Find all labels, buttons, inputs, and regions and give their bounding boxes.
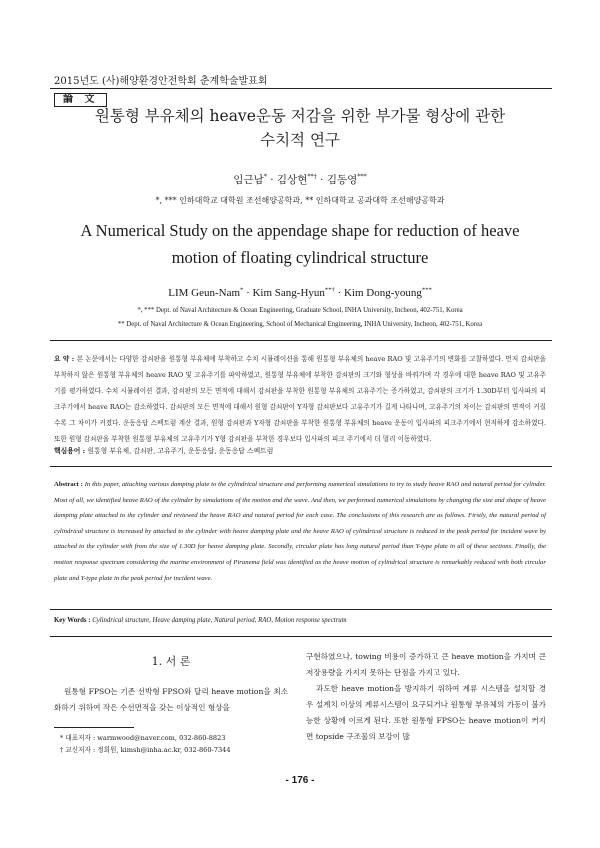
author-3-mark: *** xyxy=(421,286,432,294)
korean-abstract-label: 요 약 : xyxy=(54,355,77,363)
body-right-paragraph-1: 구현하였으나, towing 비용이 증가하고 큰 heave motion을 가지며 큰 저장용량을 가지지 못하는 단점을 가지고 있다. xyxy=(306,652,546,677)
author-sep: · xyxy=(316,174,327,186)
footnote-corresponding: † 교신저자 : 정회원, kimsh@inha.ac.kr, 032-860-7344 xyxy=(60,746,231,754)
english-authors xyxy=(40,287,560,299)
paper-type-tag: 論 文 xyxy=(54,93,107,107)
author-2: Kim Sang-Hyun xyxy=(252,287,325,299)
english-abstract-text: In this paper, attaching various damping plate to the cylindrical structure and performing numerical simulations to try to study heave RAO and natural period for cylinder. Most of all, we identified heave RAO of the cylinder by simulations of the motion and the wave. And then, we performed numerical simulations by changing the size and shape of heave damping plate attached to the cylinder and reviewed the heave RAO and natural period for each case. The conclusions of this research are as follows. Firstly, the natural period of cylindrical structure is increased by attached to the cylinder with heave damping plate and the heave RAO of cylindrical structure is reduced in the peak period for incident wave by attached to the cylinder with from the size of 1.30D for heave damping plate. Secondly, circular plate has long natural period than Y-type plate in all of these sections. Finally, the motion response spectrum considering the marine environment of Piranema field was identified as the heave motion of cylindrical structure is remarkably reduced with both circular plate and Y-type plate in the peak period for incident wave. xyxy=(54,481,546,582)
keywords-rule xyxy=(50,636,552,637)
korean-title-line1: 원통형 부유체의 heave운동 저감을 위한 부가물 형상에 관한 xyxy=(94,107,506,125)
footnote-author: * 대표저자 : warmwood@naver.com, 032-860-8823 xyxy=(60,734,226,742)
english-title-line2: motion of floating cylindrical structure xyxy=(171,248,429,267)
page-number: - 176 - xyxy=(285,775,315,786)
author-1: 임근남 xyxy=(233,174,264,186)
author-sep: · xyxy=(266,174,277,186)
english-affiliation-1: *, *** Dept. of Naval Architecture & Ocean Engineering, Graduate School, INHA University, Incheon, 402-751, Korea xyxy=(137,307,463,314)
korean-abstract-text: 본 논문에서는 다양한 감쇠판을 원통형 부유체에 부착하고 수치 시뮬레이션을 통해 원통형 부유체의 heave RAO 및 고유주기의 변화를 고찰하였다. 먼저 감쇠판을 부착하지 않은 원통형 부유체의 heave RAO 및 고유주기를 파악하였고, 원통형 부유체에 부착한 감쇠판의 크기와 형상을 바꿔가며 각 경우에 대한 heave RAO 및 고유주기를 평가하였다. 수치 시뮬레이션 결과, 감쇠판의 모든 면적에 대해서 감쇠판을 부착한 원통형 부유체의 고유주기는 증가하였고, 감쇠판의 크기가 1.30D부터 입사파의 피크주기에서 heave RAO는 감소하였다. 감쇠판의 모든 면적에 대해서 원형 감쇠판이 Y자형 감쇠판보다 고유주기가 길게 나타나며, 고유주기의 차이는 감쇠판의 면적이 커질수록 그 차이가 커졌다. 운동응답 스펙트럼 계산 결과, 원형 감쇠판과 Y자형 감쇠판을 부착한 원통형 부유체의 heave 운동이 입사파의 피크주기에서 현저하게 감소하였다. 또한 원형 감쇠판을 부착한 원통형 부유체의 고유주기가 Y형 감쇠판을 부착한 경우보다 입사파의 피크 주기에서 더 멀리 이동하였다. xyxy=(54,355,546,443)
english-abstract-label: Abstract : xyxy=(54,481,85,488)
english-keywords xyxy=(54,617,347,624)
author-3-mark: *** xyxy=(357,173,367,181)
author-3: 김동영 xyxy=(326,174,358,186)
korean-abstract xyxy=(54,351,546,447)
abstract-bottom-rule xyxy=(50,609,552,610)
author-2-mark: **† xyxy=(324,286,335,294)
conference-name: 2015년도 (사)해양환경안전학회 춘계학술발표회 xyxy=(54,76,268,87)
body-right-column xyxy=(306,649,546,745)
abstract-top-rule xyxy=(50,340,552,341)
korean-keywords xyxy=(54,445,273,455)
author-sep: · xyxy=(334,287,344,299)
author-2-mark: **† xyxy=(307,173,317,181)
footnote-rule xyxy=(54,727,134,728)
korean-affiliation: *, *** 인하대학교 대학원 조선해양공학과, ** 인하대학교 공과대학 조선해양공학과 xyxy=(155,196,445,205)
body-left-paragraph: 원통형 FPSO는 기존 선박형 FPSO와 달리 heave motion을 최소화하기 위하여 작은 수선면적을 갖는 이상적인 형상을 xyxy=(54,687,288,712)
korean-authors xyxy=(40,172,560,187)
korean-title-line2: 수치적 연구 xyxy=(260,131,340,149)
section-title: 1. 서 론 xyxy=(151,655,191,668)
author-1-mark: * xyxy=(263,173,267,181)
english-title-line1: A Numerical Study on the appendage shape for reduction of heave xyxy=(80,221,520,240)
header-rule xyxy=(50,88,552,89)
author-2: 김상현 xyxy=(276,174,308,186)
author-1: LIM Geun-Nam xyxy=(168,287,241,299)
korean-keywords-text: 원통형 부유체, 감쇠판, 고유주기, 운동응답, 운동응답 스펙트럼 xyxy=(87,447,274,455)
abstract-mid-rule xyxy=(50,466,552,467)
author-3: Kim Dong-young xyxy=(343,287,422,299)
author-sep: · xyxy=(243,287,253,299)
english-keywords-label: Key Words : xyxy=(54,617,93,624)
korean-keywords-label: 핵심용어 : xyxy=(54,447,88,455)
english-affiliation-2: ** Dept. of Naval Architecture & Ocean Engineering, School of Mechanical Engineering, INHA University, Incheon, 402-751, Korea xyxy=(117,321,483,328)
body-right-paragraph-2: 과도한 heave motion을 방지하기 위하여 계류 시스템을 설치할 경우 설계치 이상의 계류시스템이 요구되거나 원통형 부유체의 가동이 불가능한 상황에 이르게 된다. 또한 원통형 FPSO는 heave motion이 커지면 topside 구조물의 보강이 많 xyxy=(306,684,546,741)
author-1-mark: * xyxy=(240,286,244,294)
english-abstract xyxy=(54,477,546,586)
english-keywords-text: Cylindrical structure, Heave damping plate, Natural period, RAO, Motion response spectrum xyxy=(92,617,347,624)
